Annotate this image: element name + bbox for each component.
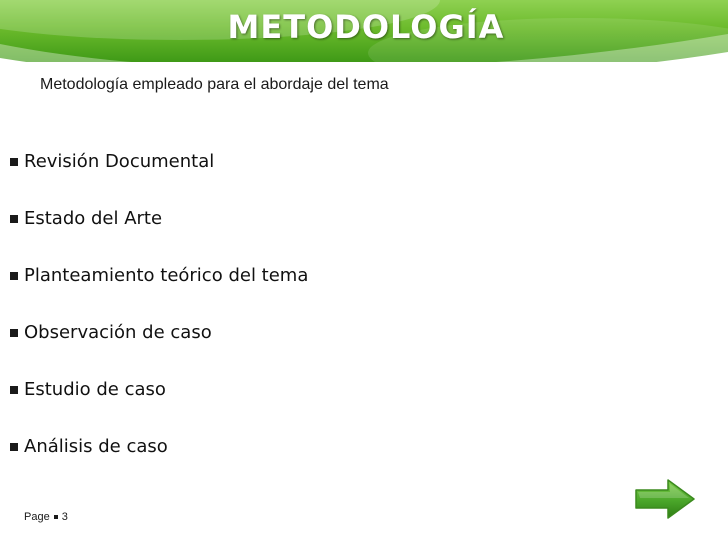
page-footer — [24, 511, 68, 523]
right-arrow-icon — [636, 480, 694, 518]
footer-separator — [54, 515, 58, 519]
list-item-label: Revisión Documental — [24, 151, 215, 172]
list-item — [10, 133, 308, 190]
square-bullet-icon — [10, 272, 18, 280]
bullet-list — [10, 133, 308, 475]
square-bullet-icon — [10, 443, 18, 451]
list-item — [10, 190, 308, 247]
square-bullet-icon — [10, 158, 18, 166]
list-item — [10, 304, 308, 361]
page-label: Page — [24, 511, 50, 523]
list-item-label: Planteamiento teórico del tema — [24, 265, 309, 286]
next-slide-button[interactable] — [634, 478, 696, 520]
slide-subtitle: Metodología empleado para el abordaje del tema — [40, 76, 389, 93]
page-number: 3 — [61, 511, 68, 523]
list-item-label: Análisis de caso — [24, 436, 168, 457]
list-item-label: Estudio de caso — [24, 379, 166, 400]
slide-title: METODOLOGÍA — [227, 8, 505, 46]
square-bullet-icon — [10, 215, 18, 223]
list-item-label: Estado del Arte — [24, 208, 163, 229]
list-item — [10, 361, 308, 418]
square-bullet-icon — [10, 329, 18, 337]
list-item — [10, 418, 308, 475]
square-bullet-icon — [10, 386, 18, 394]
list-item — [10, 247, 308, 304]
list-item-label: Observación de caso — [24, 322, 212, 343]
